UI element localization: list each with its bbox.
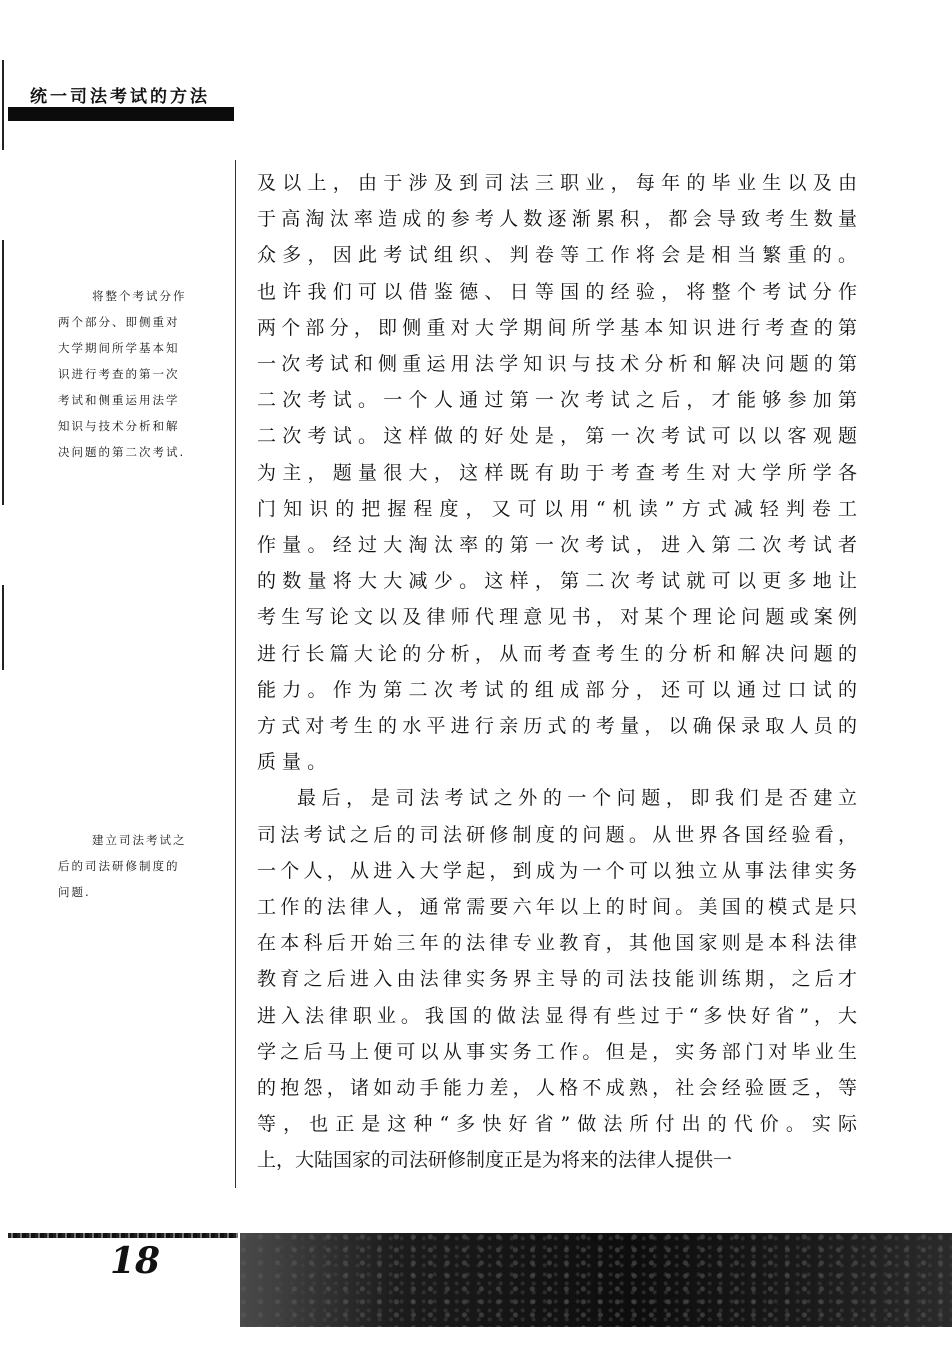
body-line: 等，也正是这种“多快好省”做法所付出的代价。实际	[257, 1113, 857, 1136]
body-line: 于高淘汰率造成的参考人数逐渐累积，都会导致考生数量	[257, 208, 857, 231]
margin-note-line: 知识与技术分析和解	[58, 419, 180, 433]
footer-band	[240, 1233, 952, 1327]
body-line: 学之后马上便可以从事实务工作。但是，实务部门对毕业生	[257, 1040, 857, 1063]
margin-note-line: 将整个考试分作	[92, 289, 187, 303]
margin-note-line: 后的司法研修制度的	[58, 859, 180, 873]
margin-note-line: 大学期间所学基本知	[58, 341, 180, 355]
body-line: 司法考试之后的司法研修制度的问题。从世界各国经验看，	[257, 823, 857, 846]
paragraph-1	[257, 165, 857, 780]
body-line: 及以上，由于涉及到司法三职业，每年的毕业生以及由	[257, 172, 857, 194]
page-edge-line-middle	[2, 240, 4, 505]
margin-note-line: 问题.	[58, 885, 91, 899]
body-line: 进行长篇大论的分析，从而考查考生的分析和解决问题的	[257, 642, 857, 665]
header-bar	[8, 107, 234, 121]
body-line: 在本科后开始三年的法律专业教育，其他国家则是本科法律	[257, 932, 857, 955]
body-line: 作量。经过大淘汰率的第一次考试，进入第二次考试者	[257, 534, 857, 557]
body-line: 一次考试和侧重运用法学知识与技术分析和解决问题的第	[257, 353, 857, 376]
body-line: 二次考试。这样做的好处是，第一次考试可以以客观题	[257, 425, 857, 448]
body-line: 二次考试。一个人通过第一次考试之后，才能够参加第	[257, 389, 857, 412]
page-edge-line-top	[2, 60, 4, 150]
margin-note-line: 决问题的第二次考试.	[58, 445, 186, 459]
column-divider	[235, 160, 236, 1188]
margin-note-training-system	[58, 827, 218, 905]
margin-note-line: 两个部分、即侧重对	[58, 315, 180, 329]
page-number: 18	[110, 1240, 161, 1282]
body-line: 两个部分，即侧重对大学期间所学基本知识进行考查的第	[257, 316, 857, 339]
body-line: 的数量将大大减少。这样，第二次考试就可以更多地让	[257, 570, 857, 593]
body-line: 最后，是司法考试之外的一个问题，即我们是否建立	[297, 787, 857, 810]
margin-note-line: 识进行考查的第一次	[58, 367, 180, 381]
paragraph-2	[257, 780, 857, 1178]
body-line: 进入法律职业。我国的做法显得有些过于“多快好省”，大	[257, 1004, 857, 1027]
footer-rule	[8, 1233, 238, 1238]
body-line: 工作的法律人，通常需要六年以上的时间。美国的模式是只	[257, 896, 857, 919]
body-line: 方式对考生的水平进行亲历式的考量，以确保录取人员的	[257, 715, 857, 738]
running-head: 统一司法考试的方法	[30, 87, 210, 107]
margin-note-line: 建立司法考试之	[92, 833, 187, 847]
margin-note-line: 考试和侧重运用法学	[58, 393, 180, 407]
body-line: 一个人，从进入大学起，到成为一个可以独立从事法律实务	[257, 859, 857, 882]
page-edge-line-lower	[2, 585, 4, 670]
body-line: 为主，题量很大，这样既有助于考查考生对大学所学各	[257, 461, 857, 484]
body-line: 考生写论文以及律师代理意见书，对某个理论问题或案例	[257, 606, 857, 629]
body-line: 质 量 。	[257, 751, 327, 774]
body-line: 门知识的把握程度，又可以用“机读”方式减轻判卷工	[257, 497, 857, 520]
body-line: 众多，因此考试组织、判卷等工作将会是相当繁重的。	[257, 244, 857, 267]
body-line: 能力。作为第二次考试的组成部分，还可以通过口试的	[257, 678, 857, 701]
margin-note-exam-structure	[58, 283, 218, 465]
body-line: 也许我们可以借鉴德、日等国的经验，将整个考试分作	[257, 280, 857, 303]
body-line: 上，大陆国家的司法研修制度正是为将来的法律人提供一	[257, 1149, 733, 1172]
body-text	[257, 165, 857, 1179]
body-line: 的抱怨，诸如动手能力差，人格不成熟，社会经验匮乏，等	[257, 1077, 857, 1100]
body-line: 教育之后进入由法律实务界主导的司法技能训练期，之后才	[257, 968, 857, 991]
